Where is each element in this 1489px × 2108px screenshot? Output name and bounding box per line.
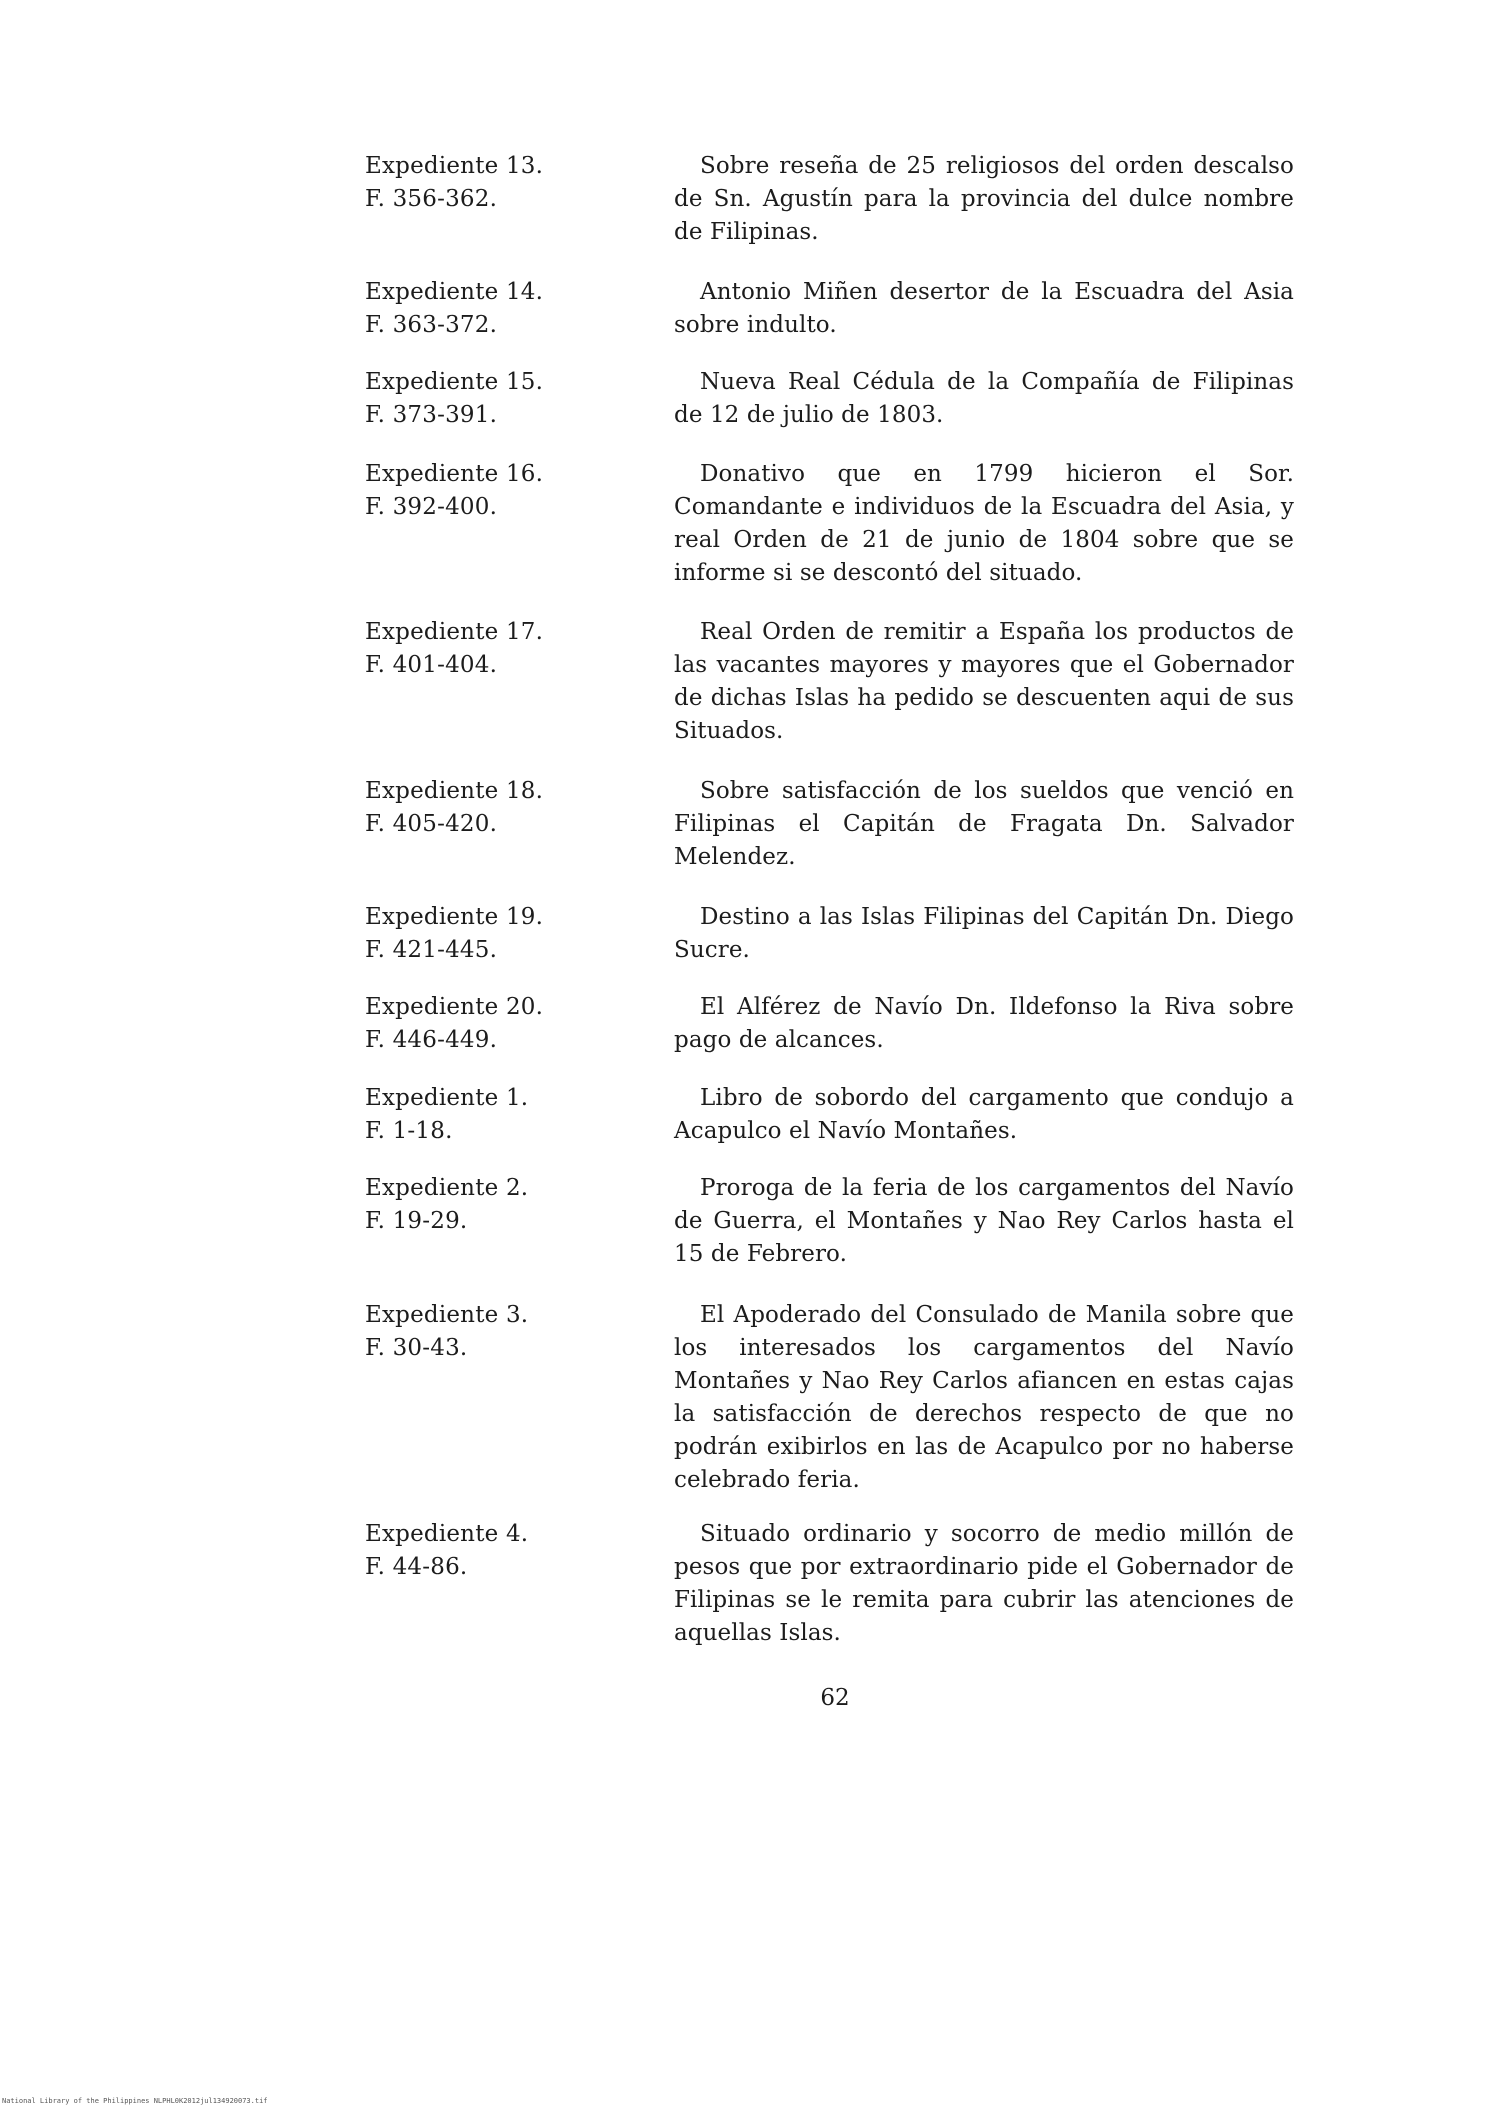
expediente-description: Libro de sobordo del cargamento que condujo a Acapulco el Navío Montañes.	[674, 1085, 1294, 1144]
expediente-description: Donativo que en 1799 hicieron el Sor. Comandante e individuos de la Escuadra del Asia, y real Orden de 21 de junio de 1804 sobre que se informe si se descontó del situado.	[674, 461, 1294, 586]
expediente-description: El Apoderado del Consulado de Manila sobre que los interesados los cargamentos del Navío Montañes y Nao Rey Carlos afiancen en estas cajas la satisfacción de derechos respecto de que no podrán exibirlos en las de Acapulco por no haberse celebrado feria.	[674, 1302, 1294, 1493]
folio-range: F. 356-362.	[365, 186, 498, 212]
folio-range: F. 405-420.	[365, 811, 498, 837]
expediente-description: Antonio Miñen desertor de la Escuadra del Asia sobre indulto.	[674, 279, 1294, 338]
expediente-number: Expediente 14.	[365, 279, 544, 305]
expediente-description: El Alférez de Navío Dn. Ildefonso la Riva sobre pago de alcances.	[674, 994, 1294, 1053]
expediente-number: Expediente 2.	[365, 1175, 529, 1201]
expediente-reference	[365, 991, 575, 1057]
expediente-reference	[365, 775, 575, 841]
expediente-number: Expediente 13.	[365, 153, 544, 179]
expediente-reference	[365, 1082, 575, 1148]
folio-range: F. 44-86.	[365, 1554, 468, 1580]
expediente-reference	[365, 458, 575, 524]
expediente-description: Sobre reseña de 25 religiosos del orden descalso de Sn. Agustín para la provincia del dulce nombre de Filipinas.	[674, 153, 1294, 245]
expediente-reference	[365, 1172, 575, 1238]
folio-range: F. 446-449.	[365, 1027, 498, 1053]
expediente-number: Expediente 19.	[365, 904, 544, 930]
folio-range: F. 401-404.	[365, 652, 498, 678]
page-number: 62	[820, 1685, 850, 1711]
expediente-description: Situado ordinario y socorro de medio millón de pesos que por extraordinario pide el Gobernador de Filipinas se le remita para cubrir las atenciones de aquellas Islas.	[674, 1521, 1294, 1646]
expediente-number: Expediente 3.	[365, 1302, 529, 1328]
folio-range: F. 392-400.	[365, 494, 498, 520]
expediente-reference	[365, 901, 575, 967]
expediente-reference	[365, 1518, 575, 1584]
folio-range: F. 363-372.	[365, 312, 498, 338]
folio-range: F. 421-445.	[365, 937, 498, 963]
expediente-description: Destino a las Islas Filipinas del Capitán Dn. Diego Sucre.	[674, 904, 1294, 963]
expediente-number: Expediente 4.	[365, 1521, 529, 1547]
expediente-description: Sobre satisfacción de los sueldos que venció en Filipinas el Capitán de Fragata Dn. Salvador Melendez.	[674, 778, 1294, 870]
expediente-number: Expediente 18.	[365, 778, 544, 804]
expediente-reference	[365, 150, 575, 216]
expediente-reference	[365, 616, 575, 682]
folio-range: F. 1-18.	[365, 1118, 453, 1144]
expediente-reference	[365, 276, 575, 342]
folio-range: F. 19-29.	[365, 1208, 468, 1234]
folio-range: F. 30-43.	[365, 1335, 468, 1361]
folio-range: F. 373-391.	[365, 402, 498, 428]
expediente-number: Expediente 1.	[365, 1085, 529, 1111]
expediente-number: Expediente 17.	[365, 619, 544, 645]
expediente-description: Real Orden de remitir a España los productos de las vacantes mayores y mayores que el Gobernador de dichas Islas ha pedido se descuenten aqui de sus Situados.	[674, 619, 1294, 744]
expediente-number: Expediente 15.	[365, 369, 544, 395]
expediente-number: Expediente 20.	[365, 994, 544, 1020]
expediente-description: Nueva Real Cédula de la Compañía de Filipinas de 12 de julio de 1803.	[674, 369, 1294, 428]
expediente-reference	[365, 366, 575, 432]
expediente-reference	[365, 1299, 575, 1365]
expediente-description: Proroga de la feria de los cargamentos del Navío de Guerra, el Montañes y Nao Rey Carlos hasta el 15 de Febrero.	[674, 1175, 1294, 1267]
scan-footer-stamp: National Library of the Philippines NLPHL0K2012jul134920073.tif	[2, 2097, 268, 2105]
expediente-number: Expediente 16.	[365, 461, 544, 487]
